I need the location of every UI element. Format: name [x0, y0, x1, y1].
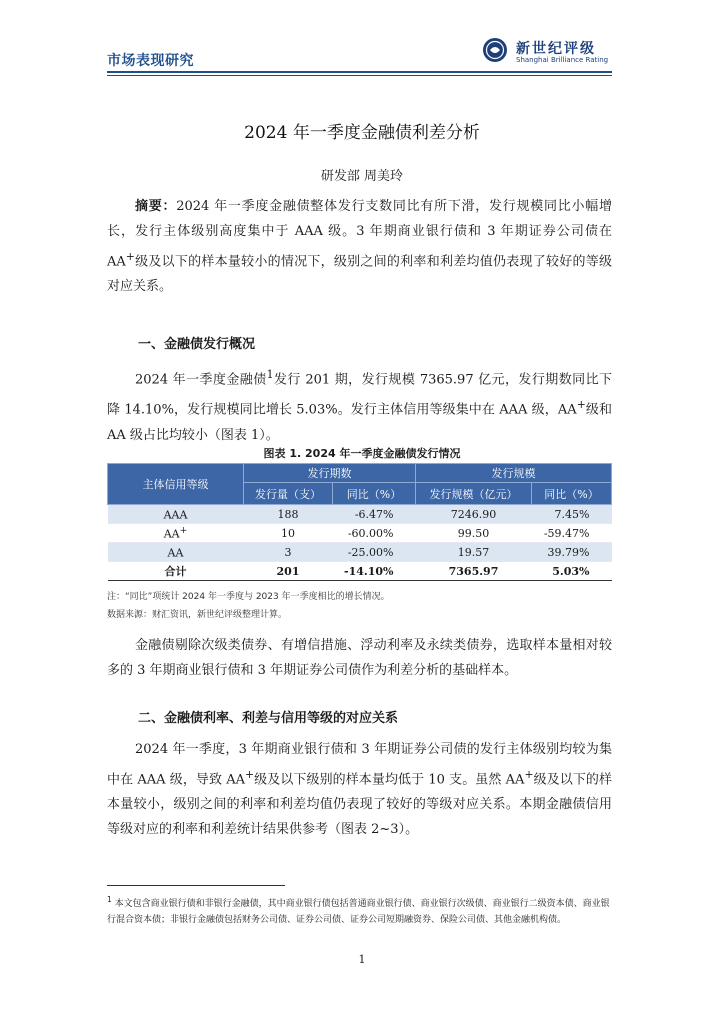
- table-caption: 图表 1. 2024 年一季度金融债发行情况: [263, 447, 461, 460]
- col-count: 发行量（支）: [244, 483, 333, 505]
- cell-scale-yoy: -59.47%: [532, 524, 612, 543]
- col-scale-yoy: 同比（%）: [532, 483, 612, 505]
- cell-count: 188: [244, 505, 333, 524]
- sample-paragraph: 金融债剔除次级类债券、有增信措施、浮动利率及永续类债券，选取样本量相对较多的 3 年期商业银行债和 3 年期证券公司债作为利差分析的基础样本。: [107, 638, 612, 678]
- cell-count-yoy: -6.47%: [333, 505, 416, 524]
- table-row: [108, 543, 612, 562]
- header-rule-thin: [107, 75, 612, 76]
- page-number: 1: [358, 953, 366, 966]
- cell-scale: 19.57: [416, 543, 532, 562]
- cell-count-yoy: -25.00%: [333, 543, 416, 562]
- table-total-row: [108, 562, 612, 581]
- issuance-table: [107, 463, 612, 581]
- footnote-ref[interactable]: 1: [266, 368, 274, 381]
- cell-rating: AA: [108, 543, 244, 562]
- abstract-paragraph: 摘要：2024 年一季度金融债整体发行支数同比有所下滑，发行规模同比小幅增长，发行主体级别高度集中于 AAA 级。3 年期商业银行债和 3 年期证券公司债在 AA+级及以下的样本量较小的情况下，级别之间的利率和利差均值仍表现了较好的等级对应关系。: [107, 199, 612, 295]
- author-line: 研发部 周美玲: [320, 169, 404, 184]
- table-row: [108, 505, 612, 524]
- cell-count: 3: [244, 543, 333, 562]
- footnote-rule: [107, 885, 285, 886]
- section-heading-2: 二、金融债利率、利差与信用等级的对应关系: [138, 711, 399, 726]
- section2-paragraph: 2024 年一季度，3 年期商业银行债和 3 年期证券公司债的发行主体级别均较为集中在 AAA 级，导致 AA+级及以下级别的样本量均低于 10 支。虽然 AA+级及以下的样本量较小，级别之间的利率和利差均值仍表现了较好的等级对应关系。本期金融债信用等级对应的利率和利差统计结果供参考（图表 2~3）。: [107, 742, 612, 838]
- cell-scale: 99.50: [416, 524, 532, 543]
- footnote: $^1$ 本文包含商业银行债和非银行金融债，其中商业银行债包括普通商业银行债、商业银行次级债、商业银行二级资本债、商业银行混合资本债；非银行金融债包括财务公司债、证券公司债、证券公司短期融资券、保险公司债、其他金融机构债。: [107, 895, 610, 925]
- cell-count: 201: [244, 562, 333, 581]
- section-title: 市场表现研究: [107, 53, 194, 69]
- cell-count: 10: [244, 524, 333, 543]
- cell-rating: 合计: [108, 562, 244, 581]
- table-row: [108, 524, 612, 543]
- header-rule: [107, 71, 612, 73]
- cell-scale: 7365.97: [416, 562, 532, 581]
- cell-scale: 7246.90: [416, 505, 532, 524]
- logo-emblem-icon: [482, 37, 508, 63]
- document-title: 2024 年一季度金融债利差分析: [244, 123, 480, 143]
- abstract-label: 摘要：: [135, 199, 177, 214]
- cell-count-yoy: -60.00%: [333, 524, 416, 543]
- table-source: 数据来源：财汇资讯，新世纪评级整理计算。: [107, 610, 288, 620]
- cell-scale-yoy: 7.45%: [532, 505, 612, 524]
- cell-scale-yoy: 5.03%: [532, 562, 612, 581]
- cell-rating: AAA: [108, 505, 244, 524]
- table-note: 注：“同比”项统计 2024 年一季度与 2023 年一季度相比的增长情况。: [107, 592, 390, 602]
- col-count-yoy: 同比（%）: [333, 483, 416, 505]
- section-heading-1: 一、金融债发行概况: [138, 337, 256, 352]
- cell-count-yoy: -14.10%: [333, 562, 416, 581]
- cell-rating: AA+: [108, 524, 244, 543]
- logo-text-en: Shanghai Brilliance Rating: [516, 56, 609, 64]
- col-group-count: 发行期数: [244, 464, 416, 483]
- logo: [482, 36, 617, 70]
- cell-scale-yoy: 39.79%: [532, 543, 612, 562]
- logo-text-cn: 新世纪评级: [516, 41, 596, 57]
- footnote-mark: 1: [107, 895, 112, 904]
- col-group-scale: 发行规模: [416, 464, 612, 483]
- col-rating: 主体信用等级: [108, 464, 244, 505]
- section1-paragraph: 2024 年一季度金融债$^1$发行 201 期，发行规模 7365.97 亿元，发行期数同比下降 14.10%，发行规模同比增长 5.03%。发行主体信用等级集中在 AAA 级，AA+级和 AA 级占比均较小（图表 1）。: [107, 368, 612, 443]
- col-scale: 发行规模（亿元）: [416, 483, 532, 505]
